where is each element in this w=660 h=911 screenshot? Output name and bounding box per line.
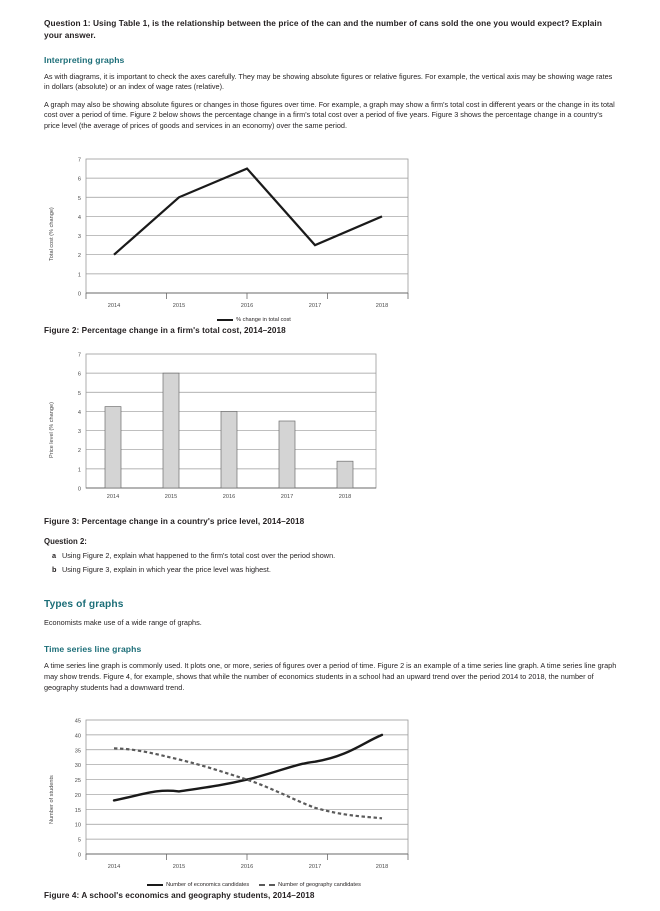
svg-text:7: 7 bbox=[77, 352, 81, 359]
figure-3-caption: Figure 3: Percentage change in a country's price level, 2014–2018 bbox=[44, 516, 305, 526]
solid-line-swatch-icon bbox=[217, 319, 233, 321]
figure-4-x-axis bbox=[86, 854, 408, 870]
figure-4-svg bbox=[44, 712, 424, 884]
figure-2-chart bbox=[44, 151, 464, 323]
figure-2-x-axis bbox=[86, 293, 408, 309]
figure-3-bar-2015 bbox=[163, 373, 179, 488]
svg-text:3: 3 bbox=[77, 233, 81, 240]
figure-3-bar-2016 bbox=[221, 411, 237, 488]
figure-3-svg bbox=[44, 346, 424, 514]
paragraph-time-series: A time series line graph is commonly used. It plots one, or more, series of figures over a period of time. Figure 2 is an example of a time series line graph. A time series line graph may show trends. Figure 4, for example, shows that while the number of economics students in a school had an upward trend over the period 2014 to 2018, the number of geography students had a downward trend. bbox=[44, 661, 617, 692]
figure-2-xtick-2: 2016 bbox=[240, 302, 254, 309]
paragraph-axes-check: As with diagrams, it is important to check the axes carefully. They may be showing absolute figures or relative figures. For example, the vertical axis may be showing wage rates in dollars (absolute) or an index of wage rates (relative). bbox=[44, 71, 613, 92]
svg-text:15: 15 bbox=[74, 808, 81, 815]
figure-4-legend-item-0 bbox=[147, 882, 249, 888]
figure-3-y-ticks bbox=[78, 352, 81, 492]
svg-text:10: 10 bbox=[74, 822, 81, 829]
figure-2-y-ticks bbox=[78, 157, 81, 297]
figure-3-chart bbox=[44, 346, 464, 514]
svg-text:30: 30 bbox=[74, 763, 81, 770]
svg-text:45: 45 bbox=[74, 718, 81, 725]
svg-text:6: 6 bbox=[77, 176, 81, 183]
heading-time-series-line-graphs: Time series line graphs bbox=[44, 644, 142, 655]
svg-text:20: 20 bbox=[74, 793, 81, 800]
question-2-label: Question 2: bbox=[44, 536, 87, 546]
figure-4-plot-frame bbox=[86, 720, 408, 854]
svg-text:25: 25 bbox=[74, 778, 81, 785]
svg-text:0: 0 bbox=[77, 291, 81, 298]
figure-2-legend-label-0: % change in total cost bbox=[236, 316, 291, 323]
svg-text:2: 2 bbox=[77, 447, 81, 454]
figure-2-legend bbox=[44, 317, 464, 323]
figure-4-legend-label-1: Number of geography candidates bbox=[278, 882, 361, 889]
figure-4-legend bbox=[44, 882, 464, 888]
svg-text:5: 5 bbox=[77, 390, 81, 397]
figure-4-chart bbox=[44, 712, 464, 888]
dashed-line-swatch-icon bbox=[259, 884, 275, 886]
figure-2-svg bbox=[44, 151, 424, 319]
figure-3-y-axis-label: Price level (% change) bbox=[49, 401, 55, 458]
question-2-text-a: Using Figure 2, explain what happened to the firm's total cost over the period shown. bbox=[62, 550, 336, 560]
figure-4-xtick-1: 2015 bbox=[172, 864, 186, 871]
figure-4-xtick-0: 2014 bbox=[107, 864, 121, 871]
figure-2-xtick-0: 2014 bbox=[107, 302, 121, 309]
svg-text:6: 6 bbox=[77, 371, 81, 378]
figure-2-xtick-4: 2018 bbox=[375, 302, 389, 309]
paragraph-absolute-vs-change: A graph may also be showing absolute figures or changes in those figures over time. For example, a graph may show a firm's total cost in different years or the change in its total cost over a period of time. Figure 2 below shows the percentage change in a firm's total cost over a period of five years. Figure 3 shows the percentage change in a country's price level (the average of prices of goods and services in an economy) over the same period. bbox=[44, 99, 615, 131]
figure-3-bar-2017 bbox=[279, 421, 295, 488]
figure-3-xtick-1: 2015 bbox=[164, 493, 178, 500]
solid-line-swatch-icon bbox=[147, 884, 163, 886]
heading-interpreting-graphs: Interpreting graphs bbox=[44, 54, 125, 65]
figure-4-caption: Figure 4: A school's economics and geography students, 2014–2018 bbox=[44, 891, 315, 901]
figure-2-y-axis-label: Total cost (% change) bbox=[49, 206, 55, 261]
figure-3-bar-2014 bbox=[105, 406, 121, 487]
figure-4-legend-item-1 bbox=[259, 882, 361, 888]
figure-4-legend-label-0: Number of economics candidates bbox=[166, 882, 250, 889]
question-1-text: Question 1: Using Table 1, is the relationship between the price of the can and the number of cans sold the one you would expect? Explain your answer. bbox=[44, 18, 602, 40]
svg-text:0: 0 bbox=[77, 486, 81, 493]
svg-text:3: 3 bbox=[77, 428, 81, 435]
figure-4-y-ticks bbox=[75, 719, 81, 859]
figure-3-xtick-2: 2016 bbox=[222, 493, 236, 500]
figure-4-xtick-2: 2016 bbox=[240, 864, 254, 871]
svg-text:35: 35 bbox=[74, 748, 81, 755]
figure-3-xtick-0: 2014 bbox=[106, 493, 120, 500]
svg-text:7: 7 bbox=[77, 157, 81, 164]
svg-text:1: 1 bbox=[77, 272, 81, 279]
figure-3-bar-2018 bbox=[337, 461, 353, 488]
figure-2-legend-item-0 bbox=[217, 317, 291, 323]
svg-text:0: 0 bbox=[77, 852, 81, 859]
question-2-list bbox=[44, 551, 618, 576]
figure-3-x-axis bbox=[107, 494, 351, 500]
question-2-letter-a: a bbox=[52, 550, 57, 560]
svg-text:4: 4 bbox=[77, 214, 81, 221]
svg-text:1: 1 bbox=[77, 467, 81, 474]
figure-3-xtick-4: 2018 bbox=[338, 493, 352, 500]
figure-2-caption: Figure 2: Percentage change in a firm's total cost, 2014–2018 bbox=[44, 325, 286, 335]
figure-4-y-axis-label: Number of students bbox=[49, 775, 55, 825]
heading-types-of-graphs: Types of graphs bbox=[44, 598, 124, 610]
document-content bbox=[44, 18, 618, 911]
figure-3-xtick-3: 2017 bbox=[280, 493, 294, 500]
figure-2-xtick-1: 2015 bbox=[172, 302, 186, 309]
svg-text:2: 2 bbox=[77, 252, 81, 259]
svg-text:5: 5 bbox=[77, 837, 81, 844]
svg-text:4: 4 bbox=[77, 409, 81, 416]
figure-4-xtick-4: 2018 bbox=[375, 864, 389, 871]
svg-text:40: 40 bbox=[74, 733, 81, 740]
question-2-item-b bbox=[44, 565, 618, 576]
question-2-letter-b: b bbox=[52, 564, 57, 574]
paragraph-wide-range: Economists make use of a wide range of graphs. bbox=[44, 617, 202, 627]
figure-4-xtick-3: 2017 bbox=[308, 864, 322, 871]
figure-2-xtick-3: 2017 bbox=[308, 302, 322, 309]
question-2-item-a bbox=[44, 551, 618, 562]
question-2-text-b: Using Figure 3, explain in which year the price level was highest. bbox=[62, 564, 271, 574]
svg-text:5: 5 bbox=[77, 195, 81, 202]
